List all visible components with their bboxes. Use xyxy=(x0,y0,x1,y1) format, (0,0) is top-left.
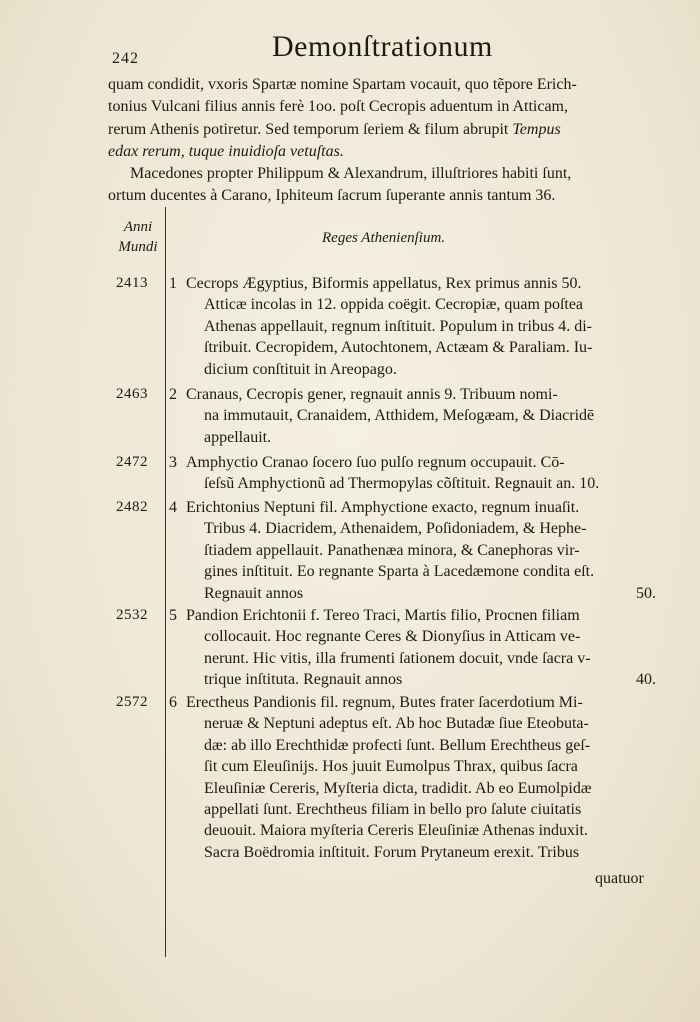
entry-line: Regnauit annos xyxy=(204,584,304,602)
entry-year: 2472 xyxy=(116,454,148,470)
entry-line-with-value xyxy=(186,583,656,604)
entry-line: Erectheus Pandionis fil. regnum, Butes frater ſacerdotium Mi- xyxy=(186,694,583,711)
year-header-line: Mundi xyxy=(118,239,158,255)
entry-body xyxy=(186,384,656,448)
entry-line: dicium conſtituit in Areopago. xyxy=(204,360,397,378)
entry-number: 2 xyxy=(169,386,177,403)
entry-line: ſtiadem appellauit. Panathenæa minora, & Canephoras vir- xyxy=(204,541,580,559)
entry-line: Amphyctio Cranao ſocero ſuo pulſo regnum occupauit. Cō- xyxy=(186,454,565,471)
page-number: 242 xyxy=(112,50,139,67)
entry-line: collocauit. Hoc regnante Ceres & Dionyſius in Atticam ve- xyxy=(204,628,581,646)
intro-line: quam condidit, vxoris Spartæ nomine Spartam vocauit, quo tẽpore Erich- xyxy=(108,76,577,93)
entry-line: ſtribuit. Cecropidem, Autochtonem, Actæam & Paraliam. Iu- xyxy=(204,339,593,357)
entry-line: Atticæ incolas in 12. oppida coëgit. Cecropiæ, quam poſtea xyxy=(204,296,584,314)
table-title: Reges Athenienſium. xyxy=(322,230,446,246)
intro-line: rerum Athenis potiretur. Sed temporum ſeriem & filum abrupit xyxy=(108,120,509,138)
intro-line: ortum ducentes à Carano, Iphiteum ſacrum ſuperante annis tantum 36. xyxy=(108,187,556,205)
entry-year: 2532 xyxy=(116,607,148,623)
entry-line: Pandion Erichtonii f. Tereo Traci, Martis filio, Procnen filiam xyxy=(186,607,580,624)
entry-line: ſeſsũ Amphyctionũ ad Thermopylas cõſtituit. Regnauit an. 10. xyxy=(204,475,600,493)
intro-italic-word: Tempus xyxy=(512,120,561,138)
entry-reign-years: 50. xyxy=(636,584,656,602)
entry-line: ſit cum Eleuſinijs. Hos juuit Eumolpus Thrax, quibus ſacra xyxy=(204,758,578,776)
entry-line: Tribus 4. Diacridem, Athenaidem, Poſidoniadem, & Hephe- xyxy=(204,520,587,538)
year-column-header xyxy=(112,217,164,257)
intro-paragraph-1 xyxy=(108,74,656,163)
entry-line: Sacra Boëdromia inſtituit. Forum Prytaneum erexit. Tribus xyxy=(204,843,580,861)
entry-line: trique inſtituta. Regnauit annos xyxy=(204,671,403,689)
running-head: Demonſtrationum xyxy=(272,30,493,63)
entry-line: neruæ & Neptuni adeptus eſt. Ab hoc Butadæ ſiue Eteobuta- xyxy=(204,715,589,733)
catchword: quatuor xyxy=(595,870,644,887)
entry-year: 2572 xyxy=(116,694,148,710)
entry-line: dæ: ab illo Erechthidæ profecti ſunt. Bellum Erechtheus geſ- xyxy=(204,736,591,754)
entry-body xyxy=(186,497,656,604)
entry-line: deuouit. Maiora myſteria Cereris Eleuſiniæ Athenas induxit. xyxy=(204,822,588,840)
entry-line: Cecrops Ægyptius, Biformis appellatus, Rex primus annis 50. xyxy=(186,275,582,292)
entry-number: 6 xyxy=(169,694,177,711)
entry-reign-years: 40. xyxy=(636,671,656,689)
entry-number: 4 xyxy=(169,499,177,516)
entry-number: 5 xyxy=(169,607,177,624)
entry-body xyxy=(186,452,656,495)
column-divider xyxy=(165,207,166,957)
entry-body xyxy=(186,692,656,863)
entry-line: gines inſtituit. Eo regnante Sparta à Lacedæmone condita eſt. xyxy=(204,563,595,581)
intro-line: Macedones propter Philippum & Alexandrum, illuſtriores habiti ſunt, xyxy=(130,165,572,183)
entry-line: Athenas appellauit, regnum inſtituit. Populum in tribus 4. di- xyxy=(204,317,592,335)
entry-line: appellauit. xyxy=(204,428,272,446)
intro-line: tonius Vulcani filius annis ferè 1oo. poſt Cecropis aduentum in Atticam, xyxy=(108,98,568,116)
intro-line-italic: edax rerum, tuque inuidioſa vetuſtas. xyxy=(108,142,344,160)
entry-line: appellati ſunt. Erechtheus filiam in bello pro ſalute ciuitatis xyxy=(204,801,582,819)
year-header-line: Anni xyxy=(123,219,153,235)
entry-body xyxy=(186,605,656,691)
entry-line: Eleuſiniæ Cereris, Myſteria dicta, tradidit. Ab eo Eumolpidæ xyxy=(204,779,592,797)
entry-year: 2413 xyxy=(116,275,148,291)
entry-year: 2463 xyxy=(116,386,148,402)
intro-paragraph-2 xyxy=(108,163,656,208)
entry-number: 3 xyxy=(169,454,177,471)
entry-line: nerunt. Hic vitis, illa frumenti ſationem docuit, vnde ſacra v- xyxy=(204,649,591,667)
entry-line-with-value xyxy=(186,669,656,690)
entry-line: Erichtonius Neptuni fil. Amphyctione exacto, regnum inuaſit. xyxy=(186,499,580,516)
entry-line: Cranaus, Cecropis gener, regnauit annis 9. Tribuum nomi- xyxy=(186,386,558,403)
entry-number: 1 xyxy=(169,275,177,292)
entry-year: 2482 xyxy=(116,499,148,515)
intro-text xyxy=(108,74,656,208)
entry-body xyxy=(186,273,656,380)
entry-line: na immutauit, Cranaidem, Atthidem, Meſogæam, & Diacridē xyxy=(204,407,595,425)
